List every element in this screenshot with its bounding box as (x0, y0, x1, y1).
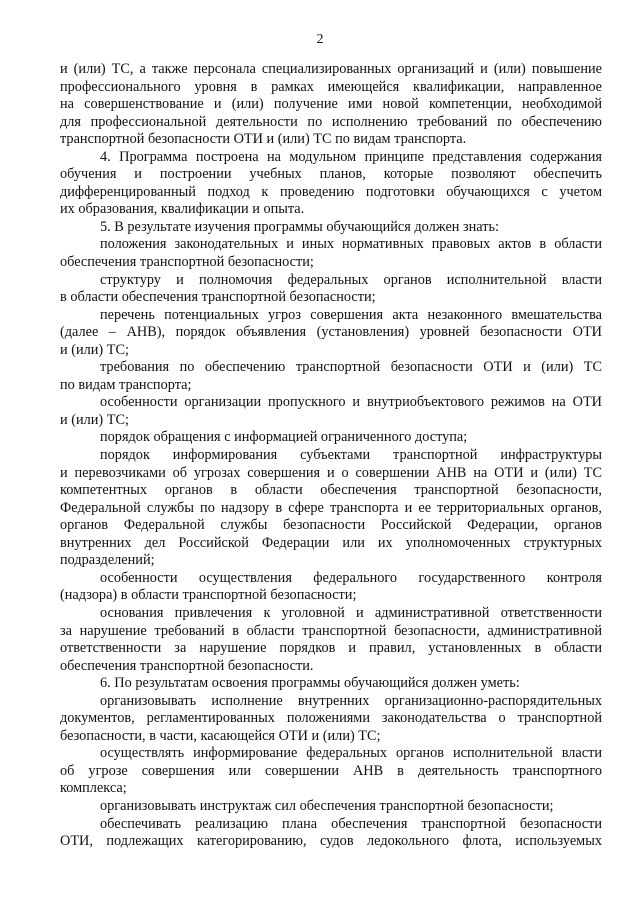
text-line: 6. По результатам освоения программы обучающийся должен уметь: (100, 675, 520, 692)
text-line: подразделений; (60, 552, 155, 569)
text-line: дифференцированный подход к проведению подготовки обучающихся с учетом (60, 183, 602, 200)
page-number: 2 (316, 32, 324, 47)
text-line: порядок обращения с информацией ограниченного доступа; (100, 429, 468, 446)
text-line: внутренних дел Российской Федерации или их уполномоченных структурных (60, 534, 602, 551)
text-line: обучения и построении учебных планов, которые позволяют обеспечить (60, 166, 602, 183)
text-line: транспортной безопасности ОТИ и (или) ТС по видам транспорта. (60, 131, 467, 148)
text-line: обеспечивать реализацию плана обеспечения транспортной безопасности (100, 815, 602, 832)
document-body (60, 61, 602, 851)
text-line: и (или) ТС, а также персонала специализированных организаций и (или) повышение (60, 61, 602, 77)
text-line: обеспечения транспортной безопасности. (60, 657, 314, 674)
text-line: структуру и полномочия федеральных органов исполнительной власти (100, 271, 602, 288)
text-line: особенности осуществления федерального государственного контроля (100, 569, 602, 586)
text-line: для профессиональной деятельности по исполнению требований по обеспечению (60, 113, 602, 130)
text-line: компетентных органов в области обеспечения транспортной безопасности, (60, 482, 602, 499)
text-line: основания привлечения к уголовной и административной ответственности (100, 604, 602, 621)
text-line: органов Федеральной службы безопасности Российской Федерации, органов (60, 517, 602, 534)
text-line: Федеральной службы по надзору в сфере транспорта и ее территориальных органов, (60, 499, 602, 516)
text-line: 5. В результате изучения программы обучающийся должен знать: (100, 218, 500, 235)
text-line: безопасности, в части, касающейся ОТИ и (или) ТС; (60, 727, 381, 744)
text-line: перечень потенциальных угроз совершения акта незаконного вмешательства (100, 306, 602, 323)
text-line: порядок информирования субъектами транспортной инфраструктуры (100, 447, 602, 464)
text-line: в области обеспечения транспортной безопасности; (60, 289, 376, 306)
text-line: документов, регламентированных положениями законодательства о транспортной (60, 710, 602, 727)
text-line: положения законодательных и иных нормативных правовых актов в области (100, 236, 602, 253)
text-line: ОТИ, подлежащих категорированию, судов ледокольного флота, используемых (60, 833, 602, 850)
text-line: особенности организации пропускного и внутриобъектового режимов на ОТИ (100, 394, 602, 411)
text-line: комплекса; (60, 780, 127, 797)
text-line: на совершенствование и (или) получение ими новой компетенции, необходимой (60, 96, 602, 113)
text-line: организовывать исполнение внутренних организационно-распорядительных (100, 692, 602, 709)
text-line: осуществлять информирование федеральных органов исполнительной власти (100, 745, 602, 762)
text-line: и (или) ТС; (60, 341, 129, 358)
text-line: (далее – АНВ), порядок объявления (установления) уровней безопасности ОТИ (60, 324, 602, 341)
text-line: профессионального уровня в рамках имеющейся квалификации, направленное (60, 78, 602, 95)
text-line: организовывать инструктаж сил обеспечения транспортной безопасности; (100, 797, 554, 814)
text-line: 4. Программа построена на модульном принципе представления содержания (100, 148, 602, 165)
text-line: об угрозе совершения или совершении АНВ в деятельность транспортного (60, 762, 602, 779)
text-line: ответственности за нарушение порядков и правил, установленных в области (60, 640, 602, 657)
text-line: (надзора) в области транспортной безопасности; (60, 587, 357, 604)
text-line: и перевозчиками об угрозах совершения и о совершении АНВ на ОТИ и (или) ТС (60, 464, 602, 481)
text-line: обеспечения транспортной безопасности; (60, 254, 314, 271)
text-line: требования по обеспечению транспортной безопасности ОТИ и (или) ТС (100, 359, 602, 376)
text-line: за нарушение требований в области транспортной безопасности, административной (60, 622, 602, 639)
text-line: по видам транспорта; (60, 376, 192, 393)
text-line: и (или) ТС; (60, 411, 129, 428)
text-line: их образования, квалификации и опыта. (60, 201, 305, 218)
